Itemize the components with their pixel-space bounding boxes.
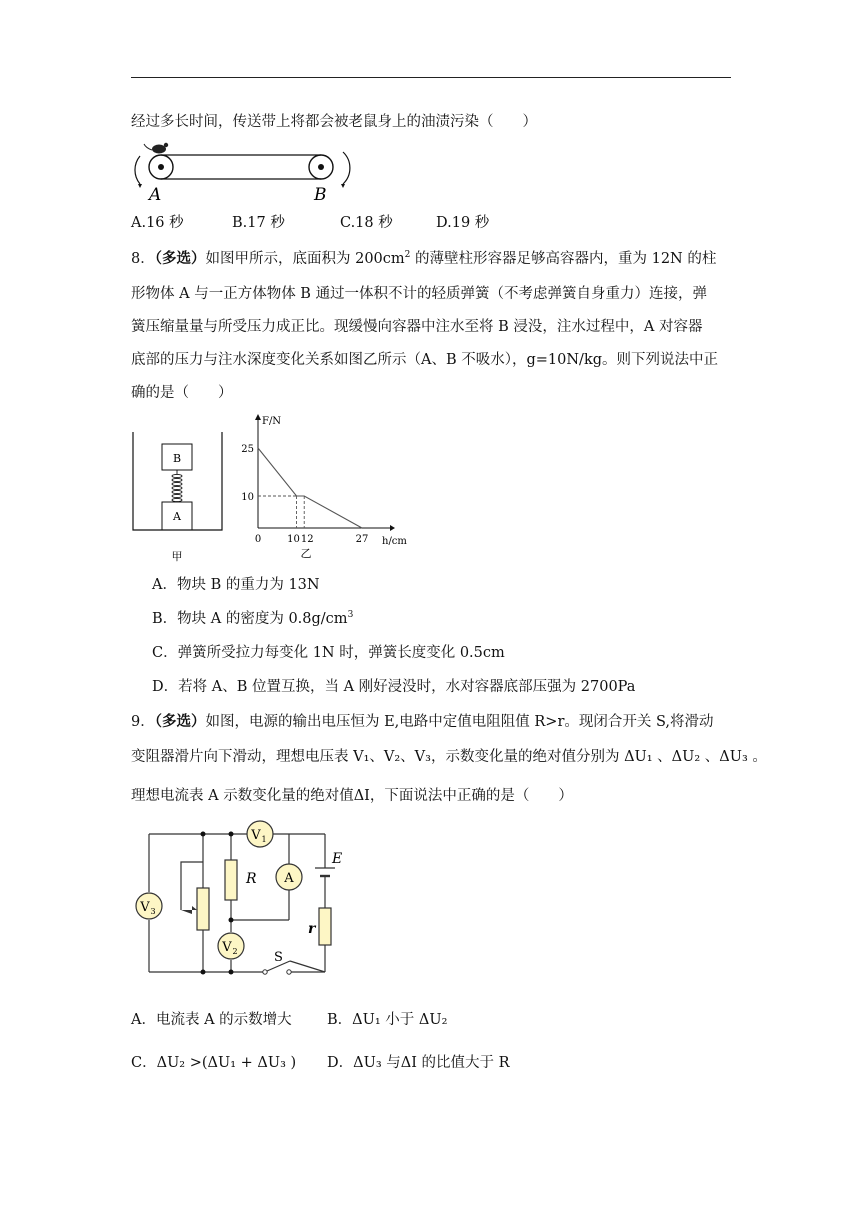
block-a-label: A bbox=[173, 510, 181, 523]
container-figure bbox=[131, 430, 226, 565]
x-tick-label: 0 bbox=[254, 534, 262, 545]
q7-stem: 经过多长时间，传送带上将都会被老鼠身上的油渍污染（ ） bbox=[131, 114, 537, 130]
svg-text:V: V bbox=[251, 828, 261, 843]
spring-icon bbox=[172, 470, 182, 502]
q9-option-b: B．ΔU₁ 小于 ΔU₂ bbox=[327, 1012, 448, 1028]
y-axis-label: F/N bbox=[262, 416, 282, 427]
fig-yi-label: 乙 bbox=[300, 547, 312, 560]
q7-option-a: A.16 秒 bbox=[131, 215, 184, 231]
resistor-small-r-icon bbox=[319, 908, 331, 945]
x-tick-label: 27 bbox=[355, 534, 369, 545]
switch-label: S bbox=[274, 950, 283, 965]
q9-option-a: A．电流表 A 的示数增大 bbox=[131, 1012, 292, 1028]
q8-option-d: D．若将 A、B 位置互换，当 A 刚好浸没时，水对容器底部压强为 2700Pa bbox=[152, 679, 636, 695]
q9-tag: （多选） bbox=[154, 713, 206, 730]
svg-text:V: V bbox=[140, 900, 150, 915]
label-b: B bbox=[314, 185, 327, 205]
svg-text:V: V bbox=[222, 940, 232, 955]
y-tick-label: 25 bbox=[241, 444, 254, 455]
source-label: E bbox=[332, 851, 343, 867]
q7-option-c: C.18 秒 bbox=[340, 215, 393, 231]
x-tick-label: 12 bbox=[300, 534, 314, 545]
q7-option-b: B.17 秒 bbox=[232, 215, 285, 231]
q9-line2: 变阻器滑片向下滑动，理想电压表 V₁、V₂、V₃，示数变化量的绝对值分别为 ΔU₁ 、ΔU₂ 、ΔU₃ 。 bbox=[131, 749, 767, 765]
circuit-diagram bbox=[131, 820, 356, 980]
header-rule bbox=[131, 77, 731, 78]
force-depth-chart bbox=[242, 412, 412, 562]
q9-line1: 9．（多选）如图，电源的输出电压恒为 E,电路中定值电阻阻值 R>r。现闭合开关 S,将滑动 bbox=[131, 713, 714, 730]
q8-option-c: C．弹簧所受拉力每变化 1N 时，弹簧长度变化 0.5cm bbox=[152, 645, 505, 661]
q7-option-d: D.19 秒 bbox=[436, 215, 490, 231]
resistor-r-label: R bbox=[246, 871, 257, 887]
x-tick-label: 10 bbox=[287, 534, 300, 545]
q8-line4: 底部的压力与注水深度变化关系如图乙所示（A、B 不吸水），g=10N/kg。则下列说法中正 bbox=[131, 352, 719, 368]
switch-icon bbox=[263, 970, 267, 974]
q8-line1: 8．（多选）如图甲所示，底面积为 $200cm^2$ 的薄壁柱形容器足够高容器内，重为 12N 的柱 bbox=[131, 250, 717, 267]
q8-number: 8． bbox=[131, 251, 155, 267]
q9-line3: 理想电流表 A 示数变化量的绝对值ΔI，下面说法中正确的是（ ） bbox=[131, 788, 573, 804]
block-b-label: B bbox=[172, 452, 182, 465]
mouse-icon bbox=[144, 143, 168, 154]
svg-text:2: 2 bbox=[232, 947, 238, 956]
rheostat-icon bbox=[197, 888, 209, 930]
svg-text:1: 1 bbox=[261, 835, 267, 844]
y-tick-label: 10 bbox=[241, 492, 254, 503]
resistor-small-r-label: r bbox=[308, 921, 316, 937]
q9-option-d: D．ΔU₃ 与ΔI 的比值大于 R bbox=[327, 1055, 510, 1071]
q8-line2: 形物体 A 与一正方体物体 B 通过一体积不计的轻质弹簧（不考虑弹簧自身重力）连接，弹 bbox=[131, 286, 708, 302]
fig-jia-label: 甲 bbox=[171, 550, 183, 563]
q9-option-c: C．ΔU₂ >(ΔU₁ + ΔU₃ ) bbox=[131, 1055, 297, 1071]
q8-option-b: B．物块 A 的密度为 $0.8g/cm^3$ bbox=[152, 610, 354, 627]
svg-text:3: 3 bbox=[150, 907, 156, 916]
q8-tag: （多选） bbox=[154, 250, 206, 267]
ammeter-label: A bbox=[284, 871, 294, 886]
q8-line3: 簧压缩量量与所受压力成正比。现缓慢向容器中注水至将 B 浸没，注水过程中，A 对容器 bbox=[131, 319, 703, 335]
x-axis-label: h/cm bbox=[382, 536, 407, 547]
q8-line5: 确的是（ ） bbox=[131, 385, 233, 401]
label-a: A bbox=[149, 185, 162, 205]
q9-number: 9． bbox=[131, 714, 155, 730]
q8-option-a: A．物块 B 的重力为 13N bbox=[152, 577, 320, 593]
series-line bbox=[258, 448, 362, 528]
resistor-r-icon bbox=[225, 860, 237, 900]
conveyor-belt-figure bbox=[128, 140, 358, 206]
